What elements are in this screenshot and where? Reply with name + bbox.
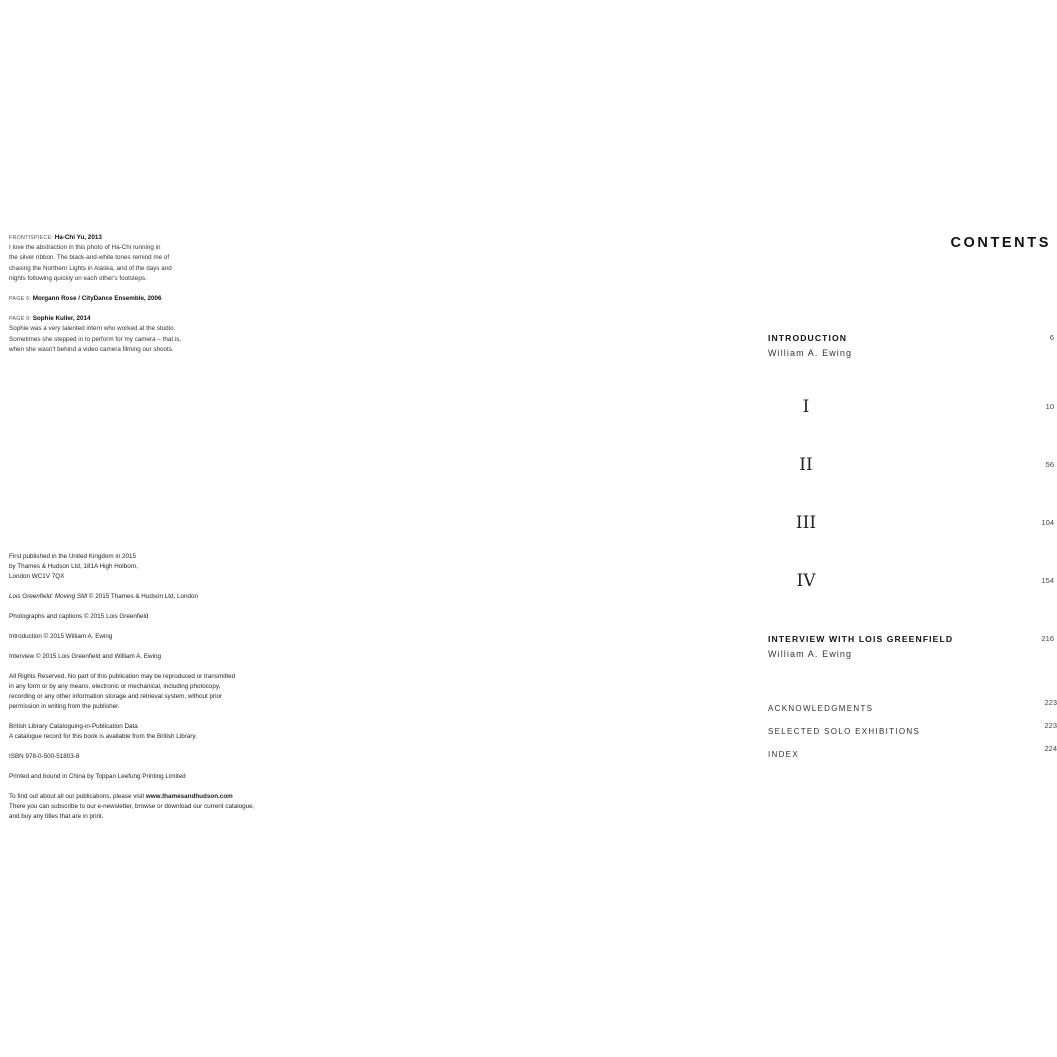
caption-title: Sophie Kuller, 2014 [32,315,91,323]
imprint-line: recording or any other information storage and retrieval system, without prior [9,693,223,700]
caption-frontispiece [9,233,189,284]
book-title: Lois Greenfield: Moving Still [9,593,88,600]
imprint-line: by Thames & Hudson Ltd, 181A High Holborn, [9,563,139,570]
cip-data [9,722,269,742]
toc-heading: INTERVIEW WITH LOIS GREENFIELD [768,634,954,644]
toc-acknowledgments [768,698,1057,713]
caption-title: Morgann Rose / CityDance Ensemble, 2006 [32,295,162,303]
toc-part-3 [768,513,1057,536]
toc-author: William A. Ewing [768,649,853,659]
imprint-line: British Library Cataloguing-in-Publication Data [9,723,138,730]
toc-page-number: 223 [1044,721,1057,730]
toc-part-2 [768,455,1057,478]
publisher-info [9,792,269,822]
part-numeral: II [799,455,813,475]
caption-line: Sophie was a very talented intern who worked at the studio. [9,325,176,333]
toc-page-number: 56 [1045,460,1054,469]
toc-interview [768,634,1057,659]
photo-captions [9,233,189,365]
introduction-copyright: Introduction © 2015 William A. Ewing [9,633,113,640]
imprint-line: A catalogue record for this book is available from the British Library. [9,733,197,740]
toc-part-4 [768,571,1057,594]
caption-line: nights following quickly on each other's footsteps. [9,274,147,282]
caption-title: Ha-Chi Yu, 2013 [54,234,102,241]
toc-page-number: 154 [1041,576,1054,585]
printed-statement: Printed and bound in China by Toppan Leefung Printing Limited [9,773,186,780]
caption-line: chasing the Northern Lights in Alaska, and of the days and [9,264,172,272]
part-numeral: III [795,513,817,533]
imprint-line: There you can subscribe to our e-newsletter, browse or download our current catalogue, [9,803,255,810]
toc-page-number: 216 [1041,634,1054,643]
caption-heading [9,294,189,304]
contents-title: CONTENTS [950,235,1051,251]
copyright-imprint [9,552,269,832]
publisher-website-link[interactable]: www.thamesandhudson.com [145,793,233,800]
caption-label: PAGE 6: [9,296,31,303]
publisher-first-line [9,792,269,802]
rights-statement [9,672,269,712]
toc-page-number: 104 [1041,518,1054,527]
toc-page-number: 224 [1044,744,1057,753]
caption-page-6 [9,294,189,304]
toc-label: ACKNOWLEDGMENTS [768,704,874,713]
toc-page-number: 223 [1044,698,1057,707]
toc-page-number: 10 [1045,402,1054,411]
imprint-line: To find out about all our publications, please visit [9,793,146,800]
caption-label: PAGE 9: [9,316,31,323]
imprint-line: in any form or by any means, electronic or mechanical, including photocopy, [9,683,221,690]
caption-line: Sometimes she stepped in to perform for my camera – that is, [9,335,182,343]
book-copyright-text: © 2015 Thames & Hudson Ltd, London [87,593,199,600]
imprint-line: and buy any titles that are in print. [9,813,104,820]
caption-label: FRONTISPIECE: [9,235,53,241]
toc-introduction [768,333,1057,358]
photographs-copyright: Photographs and captions © 2015 Lois Greenfield [9,613,149,620]
caption-heading [9,314,189,324]
caption-page-9 [9,314,189,355]
toc-selected-solo-exhibitions [768,721,1057,736]
toc-part-1 [768,397,1057,420]
toc-heading: INTRODUCTION [768,333,848,343]
part-numeral: IV [796,571,816,591]
caption-line: I love the abstraction in this photo of Ha-Chi running in [9,244,161,252]
toc-author: William A. Ewing [768,348,853,358]
book-copyright [9,592,269,602]
imprint-line: First published in the United Kingdom in 2015 [9,553,137,560]
toc-page-number: 6 [1049,333,1054,342]
part-numeral: I [802,397,810,417]
caption-heading [9,233,189,243]
imprint-line: permission in writing from the publisher. [9,703,120,710]
caption-line: the silver ribbon. The black-and-white tones remind me of [9,254,170,262]
toc-label: INDEX [768,750,799,759]
isbn: ISBN 978-0-500-51803-8 [9,753,80,760]
imprint-line: All Rights Reserved. No part of this publication may be reproduced or transmitted [9,673,236,680]
toc-label: SELECTED SOLO EXHIBITIONS [768,727,921,736]
interview-copyright: Interview © 2015 Lois Greenfield and William A. Ewing [9,653,161,660]
toc-index [768,744,1057,759]
first-published [9,552,269,582]
caption-line: when she wasn't behind a video camera filming our shoots. [9,345,174,353]
imprint-line: London WC1V 7QX [9,573,65,580]
